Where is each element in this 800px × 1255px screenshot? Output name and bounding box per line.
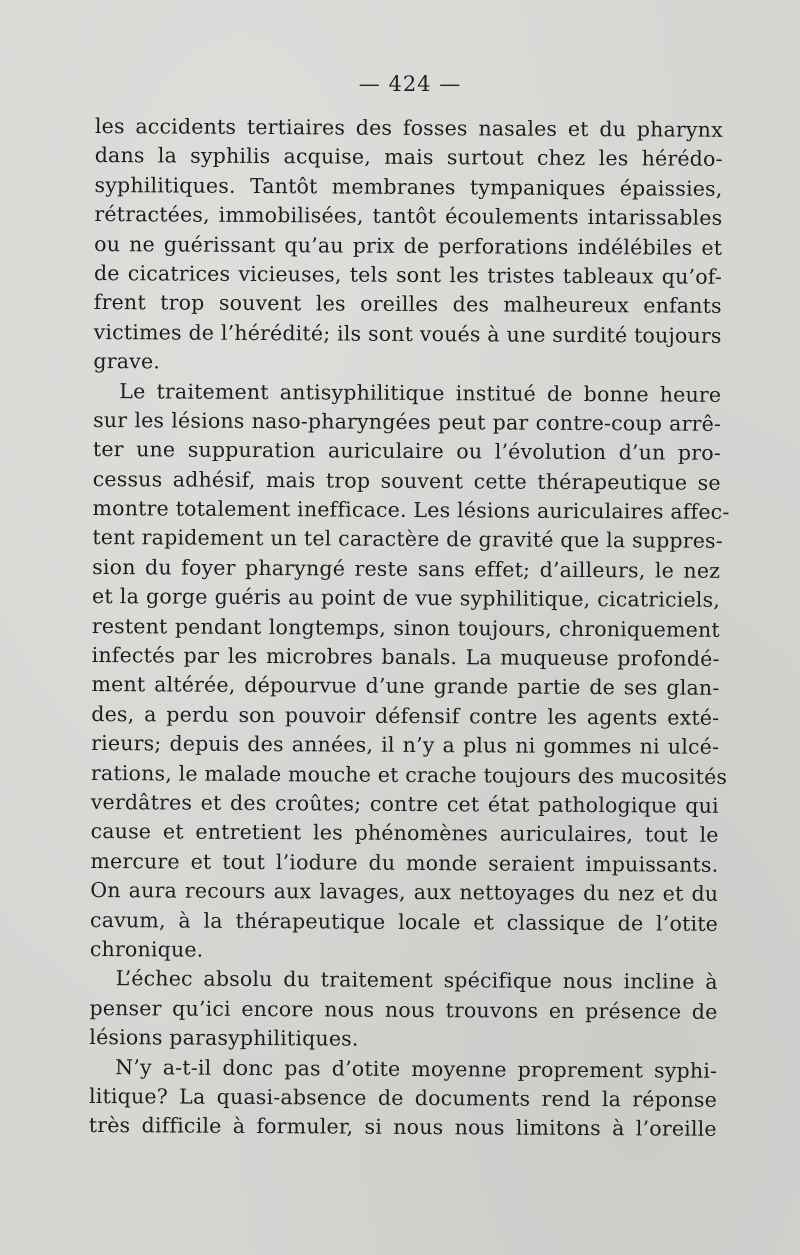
page-number: — 424 — bbox=[358, 72, 462, 96]
text-line: cavum, à la thérapeutique locale et classique de l’otite bbox=[89, 907, 719, 936]
body-text bbox=[88, 112, 730, 1144]
text-line: litique? La quasi-absence de documents rend la réponse bbox=[88, 1083, 718, 1112]
text-line: cessus adhésif, mais trop souvent cette thérapeutique se bbox=[92, 466, 721, 495]
text-line: L’échec absolu du traitement spécifique nous incline à bbox=[115, 966, 718, 995]
text-line: On aura recours aux lavages, aux nettoyages du nez et du bbox=[90, 878, 719, 906]
text-line: rétractées, immobilisées, tantôt écoulements intarissables bbox=[94, 202, 723, 231]
text-line: penser qu’ici encore nous nous trouvons en présence de bbox=[89, 995, 718, 1024]
text-line: ou ne guérissant qu’au prix de perforations indélébiles et bbox=[94, 231, 723, 260]
text-line: tent rapidement un tel caractère de gravité que la suppres- bbox=[92, 525, 724, 554]
text-line: ment altérée, dépourvue d’une grande partie de ses glan- bbox=[91, 672, 720, 701]
text-line: syphilitiques. Tantôt membranes tympaniques épaissies, bbox=[94, 172, 723, 201]
text-line: lésions parasyphilitiques. bbox=[89, 1025, 359, 1051]
text-line: les accidents tertiaires des fosses nasales et du pharynx bbox=[94, 113, 723, 142]
text-line: infectés par les microbres banals. La muqueuse profondé- bbox=[91, 643, 720, 671]
text-line: rieurs; depuis des années, il n’y a plus ni gommes ni ulcé- bbox=[91, 731, 720, 760]
text-line: des, a perdu son pouvoir défensif contre les agents exté- bbox=[91, 701, 720, 730]
text-line: victimes de l’hérédité; ils sont voués à une surdité toujours bbox=[93, 319, 722, 348]
text-line: frent trop souvent les oreilles des malheureux enfants bbox=[93, 290, 722, 319]
text-line: montre totalement inefficace. Les lésions auriculaires affec- bbox=[92, 496, 730, 524]
text-line: N’y a-t-il donc pas d’otite moyenne proprement syphi- bbox=[115, 1054, 718, 1083]
text-line: très difficile à formuler, si nous nous limitons à l’oreille bbox=[88, 1113, 717, 1142]
text-line: et la gorge guéris au point de vue syphilitique, cicatriciels, bbox=[91, 584, 721, 613]
text-line: restent pendant longtemps, sinon toujours, chroniquement bbox=[91, 613, 720, 642]
text-line: grave. bbox=[93, 349, 161, 374]
text-line: verdâtres et des croûtes; contre cet état pathologique qui bbox=[90, 789, 719, 818]
text-line: Le traitement antisyphilitique institué de bonne heure bbox=[119, 378, 722, 407]
text-line: chronique. bbox=[89, 936, 204, 962]
text-line: rations, le malade mouche et crache toujours des mucosités bbox=[90, 760, 728, 789]
text-line: mercure et tout l’iodure du monde seraient impuissants. bbox=[90, 848, 719, 877]
text-line: ter une suppuration auriculaire ou l’évolution d’un pro- bbox=[92, 437, 722, 466]
text-line: sur les lésions naso-pharyngées peut par contre-coup arrê- bbox=[93, 407, 722, 436]
text-line: de cicatrices vicieuses, tels sont les tristes tableaux qu’of- bbox=[93, 260, 723, 289]
text-line: sion du foyer pharyngé reste sans effet; d’ailleurs, le nez bbox=[92, 554, 721, 583]
text-line: cause et entretient les phénomènes auriculaires, tout le bbox=[90, 819, 719, 848]
text-line: dans la syphilis acquise, mais surtout chez les hérédo- bbox=[94, 143, 723, 172]
